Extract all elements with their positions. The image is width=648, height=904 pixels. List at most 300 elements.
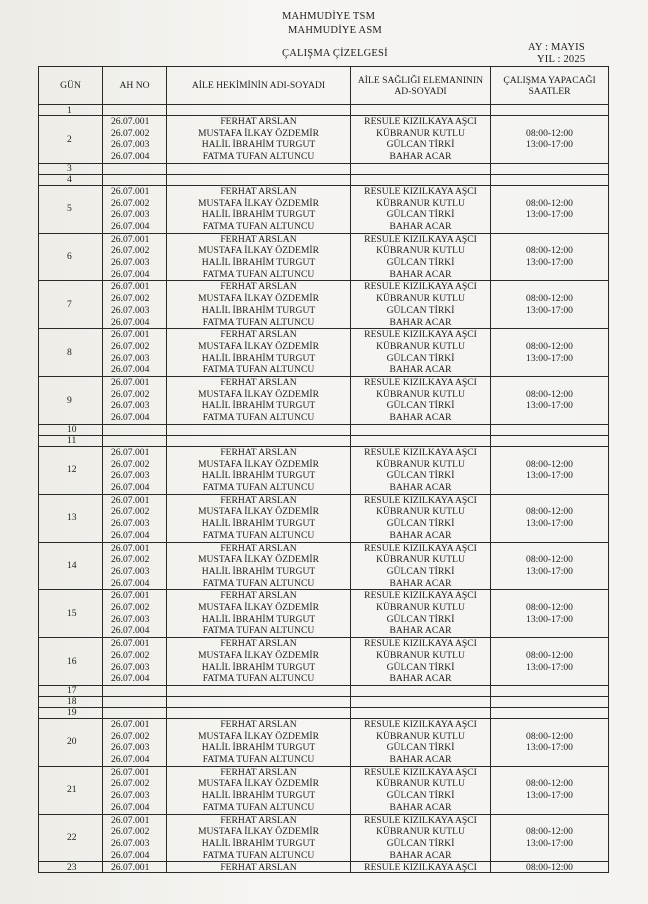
ah-no-cell-line: 26.07.003: [111, 352, 150, 364]
staff-cell-line: GÜLCAN TİRKİ: [386, 257, 455, 269]
ah-no-cell: [103, 766, 167, 814]
day-cell: 2: [39, 116, 103, 164]
hours-cell-line: 08:00-12:00: [526, 340, 573, 352]
ah-no-cell-line: 26.07.001: [111, 718, 150, 730]
day-cell: 13: [39, 494, 103, 542]
day-cell: 15: [39, 590, 103, 638]
hours-cell-line: 08:00-12:00: [526, 778, 573, 790]
day-cell: 4: [39, 174, 103, 185]
ah-no-cell-line: 26.07.001: [111, 590, 150, 602]
ah-no-cell-line: 26.07.001: [111, 446, 150, 458]
doctor-cell: [167, 696, 351, 707]
ah-no-cell-line: 26.07.004: [111, 529, 150, 541]
day-cell: 3: [39, 163, 103, 174]
day-cell: 12: [39, 446, 103, 494]
staff-cell-line: RESULE KIZILKAYA AŞCI: [364, 446, 477, 458]
doctor-cell: [167, 685, 351, 696]
staff-cell: [351, 590, 491, 638]
doctor-cell: [167, 494, 351, 542]
doctor-cell: [167, 814, 351, 862]
doctor-cell-line: FERHAT ARSLAN: [220, 329, 297, 341]
doctor-cell-line: MUSTAFA İLKAY ÖZDEMİR: [198, 458, 319, 470]
staff-cell-line: RESULE KIZILKAYA AŞCI: [364, 377, 477, 389]
staff-cell-line: GÜLCAN TİRKİ: [386, 742, 455, 754]
doctor-cell-line: HALİL İBRAHİM TURGUT: [201, 209, 316, 221]
hours-cell-line: 08:00-12:00: [526, 127, 573, 139]
doctor-cell-line: FATMA TUFAN ALTUNCU: [202, 625, 315, 637]
doctor-cell-line: FERHAT ARSLAN: [220, 718, 297, 730]
column-header-ah-no: AH NO: [103, 67, 167, 105]
hours-cell-line: 13:00-17:00: [526, 837, 573, 849]
ah-no-cell: [103, 281, 167, 329]
ah-no-cell-line: 26.07.003: [111, 400, 150, 412]
doctor-cell-line: MUSTAFA İLKAY ÖZDEMİR: [198, 127, 319, 139]
day-cell: 10: [39, 424, 103, 435]
staff-cell-line: RESULE KIZILKAYA AŞCI: [364, 638, 477, 650]
hours-cell: [491, 542, 609, 590]
doctor-cell-line: FATMA TUFAN ALTUNCU: [202, 412, 315, 424]
ah-no-cell-line: 26.07.001: [111, 814, 150, 826]
hours-cell: [491, 707, 609, 718]
staff-cell-line: RESULE KIZILKAYA AŞCI: [364, 814, 477, 826]
ah-no-cell: [103, 696, 167, 707]
day-cell: 23: [39, 862, 103, 873]
doctor-cell-line: MUSTAFA İLKAY ÖZDEMİR: [198, 649, 319, 661]
hours-cell-line: 13:00-17:00: [526, 400, 573, 412]
staff-cell-line: BAHAR ACAR: [389, 673, 452, 685]
table-row: [39, 494, 609, 542]
staff-cell-line: BAHAR ACAR: [389, 364, 452, 376]
doctor-cell-line: MUSTAFA İLKAY ÖZDEMİR: [198, 826, 319, 838]
staff-cell-line: GÜLCAN TİRKİ: [386, 565, 455, 577]
doctor-cell-line: HALİL İBRAHİM TURGUT: [201, 470, 316, 482]
doctor-cell-line: MUSTAFA İLKAY ÖZDEMİR: [198, 245, 319, 257]
hours-cell-line: 13:00-17:00: [526, 613, 573, 625]
doctor-cell-line: MUSTAFA İLKAY ÖZDEMİR: [198, 340, 319, 352]
table-row: [39, 707, 609, 718]
staff-cell-line: KÜBRANUR KUTLU: [376, 826, 465, 838]
ah-no-cell-line: 26.07.001: [111, 185, 150, 197]
doctor-cell-line: FERHAT ARSLAN: [220, 494, 297, 506]
doctor-cell: [167, 105, 351, 116]
staff-cell-line: GÜLCAN TİRKİ: [386, 837, 455, 849]
column-header-day: GÜN: [39, 67, 103, 105]
organization-asm: MAHMUDİYE ASM: [288, 25, 382, 36]
staff-cell-line: GÜLCAN TİRKİ: [386, 139, 455, 151]
staff-cell-line: KÜBRANUR KUTLU: [376, 730, 465, 742]
doctor-cell-line: FATMA TUFAN ALTUNCU: [202, 849, 315, 861]
staff-cell-line: BAHAR ACAR: [389, 625, 452, 637]
ah-no-cell-line: 26.07.003: [111, 518, 150, 530]
doctor-cell-line: FATMA TUFAN ALTUNCU: [202, 481, 315, 493]
day-cell: 6: [39, 233, 103, 281]
staff-cell-line: BAHAR ACAR: [389, 268, 452, 280]
staff-cell-line: BAHAR ACAR: [389, 754, 452, 766]
staff-cell-line: RESULE KIZILKAYA AŞCI: [364, 766, 477, 778]
staff-cell: [351, 174, 491, 185]
ah-no-cell-line: 26.07.002: [111, 245, 150, 257]
staff-cell-line: KÜBRANUR KUTLU: [376, 554, 465, 566]
ah-no-cell: [103, 590, 167, 638]
staff-cell-line: BAHAR ACAR: [389, 529, 452, 541]
staff-cell-line: KÜBRANUR KUTLU: [376, 127, 465, 139]
staff-cell: [351, 718, 491, 766]
doctor-cell: [167, 542, 351, 590]
staff-cell: [351, 766, 491, 814]
doctor-cell: [167, 163, 351, 174]
hours-cell-line: 08:00-12:00: [526, 506, 573, 518]
hours-cell: [491, 435, 609, 446]
staff-cell: [351, 494, 491, 542]
hours-cell-line: 13:00-17:00: [526, 790, 573, 802]
hours-cell: [491, 814, 609, 862]
ah-no-cell-line: 26.07.002: [111, 602, 150, 614]
hours-cell-line: 08:00-12:00: [526, 245, 573, 257]
ah-no-cell: [103, 814, 167, 862]
ah-no-cell: [103, 163, 167, 174]
ah-no-cell-line: 26.07.003: [111, 139, 150, 151]
staff-cell-line: RESULE KIZILKAYA AŞCI: [364, 590, 477, 602]
ah-no-cell-line: 26.07.004: [111, 849, 150, 861]
ah-no-cell: [103, 377, 167, 425]
hours-cell-line: 08:00-12:00: [526, 826, 573, 838]
doctor-cell-line: FATMA TUFAN ALTUNCU: [202, 754, 315, 766]
doctor-cell-line: FERHAT ARSLAN: [220, 766, 297, 778]
hours-cell: [491, 329, 609, 377]
hours-cell: [491, 185, 609, 233]
staff-cell-line: RESULE KIZILKAYA AŞCI: [364, 281, 477, 293]
staff-cell-line: BAHAR ACAR: [389, 577, 452, 589]
ah-no-cell: [103, 105, 167, 116]
ah-no-cell-line: 26.07.002: [111, 778, 150, 790]
staff-cell: [351, 814, 491, 862]
hours-cell: [491, 685, 609, 696]
hours-cell-line: 13:00-17:00: [526, 209, 573, 221]
ah-no-cell-line: 26.07.002: [111, 458, 150, 470]
doctor-cell-line: FERHAT ARSLAN: [220, 377, 297, 389]
hours-cell-line: 13:00-17:00: [526, 257, 573, 269]
ah-no-cell-line: 26.07.002: [111, 293, 150, 305]
doctor-cell-line: FERHAT ARSLAN: [220, 814, 297, 826]
hours-cell: [491, 116, 609, 164]
ah-no-cell-line: 26.07.002: [111, 197, 150, 209]
day-cell: 1: [39, 105, 103, 116]
doctor-cell-line: FERHAT ARSLAN: [220, 185, 297, 197]
document-title: ÇALIŞMA ÇİZELGESİ: [282, 48, 388, 59]
staff-cell-line: RESULE KIZILKAYA AŞCI: [364, 494, 477, 506]
ah-no-cell-line: 26.07.003: [111, 790, 150, 802]
doctor-cell-line: MUSTAFA İLKAY ÖZDEMİR: [198, 602, 319, 614]
doctor-cell-line: HALİL İBRAHİM TURGUT: [201, 837, 316, 849]
ah-no-cell-line: 26.07.004: [111, 268, 150, 280]
doctor-cell: [167, 281, 351, 329]
ah-no-cell-line: 26.07.001: [111, 233, 150, 245]
staff-cell-line: KÜBRANUR KUTLU: [376, 293, 465, 305]
ah-no-cell-line: 26.07.001: [111, 766, 150, 778]
hours-cell: [491, 638, 609, 686]
table-row: [39, 542, 609, 590]
doctor-cell: [167, 435, 351, 446]
doctor-cell-line: HALİL İBRAHİM TURGUT: [201, 304, 316, 316]
staff-cell-line: BAHAR ACAR: [389, 220, 452, 232]
ah-no-cell-line: 26.07.003: [111, 470, 150, 482]
table-row: [39, 233, 609, 281]
hours-cell-line: 08:00-12:00: [526, 730, 573, 742]
table-row: [39, 435, 609, 446]
doctor-cell-line: MUSTAFA İLKAY ÖZDEMİR: [198, 388, 319, 400]
staff-cell: [351, 329, 491, 377]
staff-cell-line: GÜLCAN TİRKİ: [386, 613, 455, 625]
ah-no-cell-line: 26.07.001: [111, 281, 150, 293]
staff-cell-line: BAHAR ACAR: [389, 316, 452, 328]
day-cell: 17: [39, 685, 103, 696]
day-cell: 21: [39, 766, 103, 814]
doctor-cell-line: HALİL İBRAHİM TURGUT: [201, 661, 316, 673]
ah-no-cell-line: 26.07.003: [111, 565, 150, 577]
ah-no-cell-line: 26.07.003: [111, 742, 150, 754]
staff-cell: [351, 116, 491, 164]
ah-no-cell-line: 26.07.003: [111, 209, 150, 221]
ah-no-cell: [103, 446, 167, 494]
staff-cell: [351, 424, 491, 435]
ah-no-cell: [103, 116, 167, 164]
staff-cell-line: KÜBRANUR KUTLU: [376, 245, 465, 257]
ah-no-cell: [103, 174, 167, 185]
table-row: [39, 281, 609, 329]
ah-no-cell: [103, 542, 167, 590]
doctor-cell-line: HALİL İBRAHİM TURGUT: [201, 400, 316, 412]
table-row: [39, 105, 609, 116]
ah-no-cell-line: 26.07.004: [111, 754, 150, 766]
hours-cell-line: 08:00-12:00: [526, 388, 573, 400]
hours-cell: [491, 718, 609, 766]
hours-cell-line: 08:00-12:00: [526, 293, 573, 305]
ah-no-cell: [103, 185, 167, 233]
doctor-cell: [167, 638, 351, 686]
day-cell: 9: [39, 377, 103, 425]
doctor-cell: [167, 174, 351, 185]
ah-no-cell-line: 26.07.003: [111, 661, 150, 673]
ah-no-cell: [103, 233, 167, 281]
day-cell: 8: [39, 329, 103, 377]
hours-cell: [491, 696, 609, 707]
ah-no-cell-line: 26.07.002: [111, 649, 150, 661]
hours-cell-line: 13:00-17:00: [526, 661, 573, 673]
doctor-cell-line: MUSTAFA İLKAY ÖZDEMİR: [198, 778, 319, 790]
staff-cell: RESULE KIZILKAYA AŞCI: [351, 862, 491, 873]
staff-cell-line: GÜLCAN TİRKİ: [386, 304, 455, 316]
table-row: [39, 446, 609, 494]
doctor-cell-line: HALİL İBRAHİM TURGUT: [201, 352, 316, 364]
doctor-cell-line: MUSTAFA İLKAY ÖZDEMİR: [198, 293, 319, 305]
staff-cell-line: KÜBRANUR KUTLU: [376, 649, 465, 661]
table-row: [39, 814, 609, 862]
staff-cell-line: GÜLCAN TİRKİ: [386, 518, 455, 530]
doctor-cell-line: FERHAT ARSLAN: [220, 233, 297, 245]
year-label: YIL : 2025: [537, 54, 586, 65]
hours-cell-line: 08:00-12:00: [526, 554, 573, 566]
ah-no-cell-line: 26.07.002: [111, 127, 150, 139]
staff-cell-line: BAHAR ACAR: [389, 481, 452, 493]
doctor-cell-line: FATMA TUFAN ALTUNCU: [202, 268, 315, 280]
hours-cell-line: 08:00-12:00: [526, 602, 573, 614]
staff-cell: [351, 281, 491, 329]
staff-cell-line: KÜBRANUR KUTLU: [376, 602, 465, 614]
staff-cell-line: RESULE KIZILKAYA AŞCI: [364, 329, 477, 341]
ah-no-cell-line: 26.07.001: [111, 494, 150, 506]
doctor-cell: [167, 590, 351, 638]
hours-cell: 08:00-12:00: [491, 862, 609, 873]
schedule-table: [38, 66, 609, 873]
ah-no-cell-line: 26.07.004: [111, 801, 150, 813]
doctor-cell-line: FERHAT ARSLAN: [220, 281, 297, 293]
doctor-cell: [167, 707, 351, 718]
staff-cell: [351, 685, 491, 696]
hours-cell: [491, 174, 609, 185]
hours-cell-line: 13:00-17:00: [526, 742, 573, 754]
doctor-cell-line: FATMA TUFAN ALTUNCU: [202, 316, 315, 328]
doctor-cell-line: FATMA TUFAN ALTUNCU: [202, 673, 315, 685]
doctor-cell-line: HALİL İBRAHİM TURGUT: [201, 742, 316, 754]
ah-no-cell: 26.07.001: [103, 862, 167, 873]
column-header-hours: ÇALIŞMA YAPACAĞI SAATLER: [491, 67, 609, 105]
staff-cell-line: BAHAR ACAR: [389, 412, 452, 424]
ah-no-cell-line: 26.07.004: [111, 364, 150, 376]
column-header-staff: AİLE SAĞLIĞI ELEMANININ AD-SOYADI: [351, 67, 491, 105]
hours-cell-line: 13:00-17:00: [526, 470, 573, 482]
staff-cell-line: KÜBRANUR KUTLU: [376, 458, 465, 470]
ah-no-cell-line: 26.07.001: [111, 116, 150, 127]
table-row: [39, 424, 609, 435]
ah-no-cell-line: 26.07.004: [111, 577, 150, 589]
hours-cell: [491, 494, 609, 542]
doctor-cell-line: FATMA TUFAN ALTUNCU: [202, 220, 315, 232]
column-header-doctor: AİLE HEKİMİNİN ADI-SOYADI: [167, 67, 351, 105]
day-cell: 20: [39, 718, 103, 766]
ah-no-cell: [103, 685, 167, 696]
staff-cell: [351, 377, 491, 425]
day-cell: 7: [39, 281, 103, 329]
table-row: [39, 163, 609, 174]
hours-cell-line: 08:00-12:00: [526, 649, 573, 661]
hours-cell-line: 13:00-17:00: [526, 565, 573, 577]
hours-cell: [491, 446, 609, 494]
table-row: [39, 718, 609, 766]
staff-cell-line: GÜLCAN TİRKİ: [386, 661, 455, 673]
ah-no-cell-line: 26.07.004: [111, 316, 150, 328]
staff-cell-line: KÜBRANUR KUTLU: [376, 197, 465, 209]
doctor-cell-line: FATMA TUFAN ALTUNCU: [202, 364, 315, 376]
doctor-cell-line: HALİL İBRAHİM TURGUT: [201, 565, 316, 577]
hours-cell: [491, 233, 609, 281]
doctor-cell-line: MUSTAFA İLKAY ÖZDEMİR: [198, 506, 319, 518]
table-row: [39, 696, 609, 707]
doctor-cell: [167, 233, 351, 281]
ah-no-cell-line: 26.07.002: [111, 826, 150, 838]
ah-no-cell-line: 26.07.002: [111, 506, 150, 518]
ah-no-cell-line: 26.07.004: [111, 625, 150, 637]
organization-tsm: MAHMUDİYE TSM: [282, 11, 376, 22]
ah-no-cell-line: 26.07.001: [111, 329, 150, 341]
doctor-cell-line: MUSTAFA İLKAY ÖZDEMİR: [198, 730, 319, 742]
table-row: [39, 862, 609, 873]
ah-no-cell-line: 26.07.001: [111, 638, 150, 650]
doctor-cell-line: FERHAT ARSLAN: [220, 590, 297, 602]
staff-cell-line: BAHAR ACAR: [389, 801, 452, 813]
staff-cell-line: KÜBRANUR KUTLU: [376, 778, 465, 790]
staff-cell: [351, 105, 491, 116]
doctor-cell-line: MUSTAFA İLKAY ÖZDEMİR: [198, 197, 319, 209]
day-cell: 14: [39, 542, 103, 590]
doctor-cell-line: HALİL İBRAHİM TURGUT: [201, 257, 316, 269]
staff-cell: [351, 185, 491, 233]
day-cell: 11: [39, 435, 103, 446]
doctor-cell: [167, 116, 351, 164]
staff-cell-line: GÜLCAN TİRKİ: [386, 352, 455, 364]
staff-cell: [351, 233, 491, 281]
doctor-cell: [167, 185, 351, 233]
staff-cell-line: KÜBRANUR KUTLU: [376, 340, 465, 352]
doctor-cell: [167, 329, 351, 377]
doctor-cell-line: HALİL İBRAHİM TURGUT: [201, 139, 316, 151]
staff-cell-line: RESULE KIZILKAYA AŞCI: [364, 185, 477, 197]
doctor-cell-line: FERHAT ARSLAN: [220, 638, 297, 650]
table-header-row: [39, 67, 609, 105]
staff-cell: [351, 446, 491, 494]
doctor-cell-line: HALİL İBRAHİM TURGUT: [201, 613, 316, 625]
table-row: [39, 685, 609, 696]
month-label: AY : MAYIS: [528, 42, 585, 53]
table-row: [39, 377, 609, 425]
ah-no-cell: [103, 494, 167, 542]
table-row: [39, 590, 609, 638]
ah-no-cell-line: 26.07.004: [111, 673, 150, 685]
staff-cell: [351, 542, 491, 590]
day-cell: 19: [39, 707, 103, 718]
doctor-cell: FERHAT ARSLAN: [167, 862, 351, 873]
ah-no-cell-line: 26.07.002: [111, 388, 150, 400]
ah-no-cell-line: 26.07.004: [111, 481, 150, 493]
ah-no-cell-line: 26.07.001: [111, 542, 150, 554]
doctor-cell: [167, 377, 351, 425]
ah-no-cell: [103, 638, 167, 686]
ah-no-cell-line: 26.07.004: [111, 412, 150, 424]
ah-no-cell: [103, 424, 167, 435]
day-cell: 22: [39, 814, 103, 862]
doctor-cell-line: FERHAT ARSLAN: [220, 446, 297, 458]
doctor-cell-line: FERHAT ARSLAN: [220, 116, 297, 127]
doctor-cell-line: FATMA TUFAN ALTUNCU: [202, 529, 315, 541]
staff-cell-line: GÜLCAN TİRKİ: [386, 400, 455, 412]
doctor-cell: [167, 718, 351, 766]
staff-cell-line: GÜLCAN TİRKİ: [386, 209, 455, 221]
doctor-cell-line: HALİL İBRAHİM TURGUT: [201, 518, 316, 530]
staff-cell-line: KÜBRANUR KUTLU: [376, 506, 465, 518]
doctor-cell: [167, 446, 351, 494]
doctor-cell-line: HALİL İBRAHİM TURGUT: [201, 790, 316, 802]
doctor-cell-line: FERHAT ARSLAN: [220, 542, 297, 554]
hours-cell-line: 08:00-12:00: [526, 458, 573, 470]
ah-no-cell: [103, 718, 167, 766]
doctor-cell-line: FATMA TUFAN ALTUNCU: [202, 151, 315, 163]
ah-no-cell-line: 26.07.002: [111, 554, 150, 566]
staff-cell-line: KÜBRANUR KUTLU: [376, 388, 465, 400]
staff-cell: [351, 163, 491, 174]
hours-cell-line: 13:00-17:00: [526, 304, 573, 316]
staff-cell-line: RESULE KIZILKAYA AŞCI: [364, 718, 477, 730]
staff-cell-line: GÜLCAN TİRKİ: [386, 470, 455, 482]
doctor-cell-line: FATMA TUFAN ALTUNCU: [202, 801, 315, 813]
